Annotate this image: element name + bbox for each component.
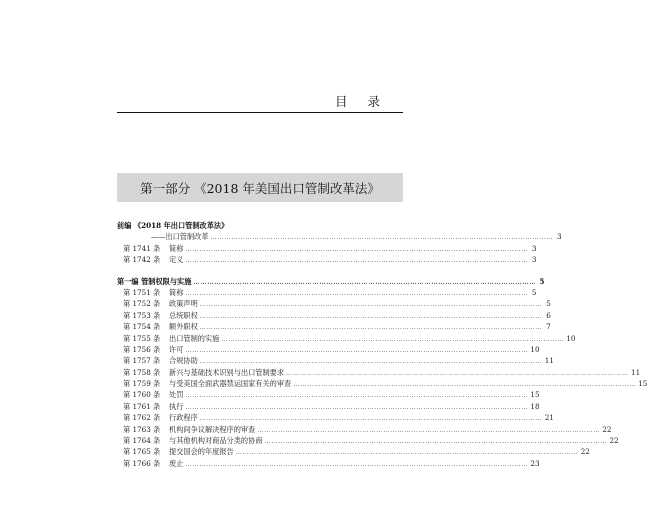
dot-leader: …………………………………………………………………………………………………………………………………: [185, 460, 529, 468]
toc-entry[interactable]: [117, 401, 540, 412]
toc-entry[interactable]: [117, 378, 647, 389]
toc-entry[interactable]: [117, 367, 641, 378]
entry-page: 23: [530, 458, 540, 468]
toc-page-title: 目 录: [335, 94, 388, 109]
entry-page: 10: [566, 333, 576, 343]
toc-entry[interactable]: [117, 287, 537, 298]
toc-entry[interactable]: [117, 389, 540, 400]
entry-number: 第 1758 条: [123, 367, 161, 377]
entry-page: 3: [531, 243, 537, 253]
entry-number: 第 1741 条: [123, 243, 161, 253]
entry-title: 出口管制的实施: [169, 333, 220, 343]
entry-page: 3: [556, 232, 562, 242]
dot-leader: …………………………………………………………………………………………………………………………………: [199, 324, 543, 332]
table-of-contents: [117, 220, 647, 469]
entry-title: 机构间争议解决程序的审查: [169, 424, 256, 434]
toc-entry[interactable]: [117, 231, 562, 242]
dot-leader: …………………………………………………………………………………………………………………………………: [185, 289, 529, 297]
entry-number: 第 1765 条: [123, 447, 161, 457]
entry-title: 与其他机构对商品分类的协商: [169, 436, 263, 446]
section-heading-title: 前编 《2018 年出口管制改革法》: [117, 221, 229, 230]
dot-leader: …………………………………………………………………………………………………………………………………: [286, 369, 630, 377]
toc-entry[interactable]: [117, 243, 537, 254]
entry-title: 与受美国全面武器禁运国家有关的审查: [169, 379, 292, 389]
entry-title: 行政程序: [169, 413, 198, 423]
entry-number: 第 1762 条: [123, 413, 161, 423]
entry-title: 废止: [169, 458, 184, 468]
dot-leader: …………………………………………………………………………………………………………………………………: [221, 335, 565, 343]
dot-leader: …………………………………………………………………………………………………………………………………: [199, 301, 543, 309]
entry-page: 7: [546, 322, 551, 332]
dot-leader: …………………………………………………………………………………………………………………………………: [185, 257, 529, 265]
entry-page: 10: [530, 344, 540, 354]
part-title: 第一部分 《2018 年美国出口管制改革法》: [140, 180, 380, 196]
entry-number: 第 1752 条: [123, 299, 161, 309]
header-divider: [117, 112, 403, 113]
entry-title: 提交国会的年度报告: [169, 447, 234, 457]
dot-leader: …………………………………………………………………………………………………………………………………: [185, 245, 529, 253]
entry-title: ——出口管制改革: [151, 232, 209, 242]
dot-leader: …………………………………………………………………………………………………………………………………: [185, 403, 529, 411]
toc-section-heading[interactable]: [117, 220, 403, 231]
toc-entry[interactable]: [117, 333, 576, 344]
entry-number: 第 1754 条: [123, 322, 161, 332]
toc-entry[interactable]: [117, 424, 612, 435]
dot-leader: …………………………………………………………………………………………………………………………………: [199, 358, 543, 366]
entry-page: 5: [539, 276, 545, 286]
entry-number: 第 1753 条: [123, 310, 161, 320]
entry-number: 第 1764 条: [123, 436, 161, 446]
dot-leader: …………………………………………………………………………………………………………………………………: [199, 415, 543, 423]
entry-page: 6: [546, 310, 551, 320]
toc-entry[interactable]: [117, 310, 551, 321]
entry-page: 22: [580, 447, 590, 457]
entry-number: 第 1759 条: [123, 379, 161, 389]
entry-title: 简称: [169, 243, 184, 253]
entry-number: 第 1756 条: [123, 344, 161, 354]
dot-leader: …………………………………………………………………………………………………………………………………: [193, 278, 537, 286]
entry-number: 第 1766 条: [123, 458, 161, 468]
toc-entry[interactable]: [117, 435, 619, 446]
entry-page: 15: [638, 379, 647, 389]
entry-page: 21: [544, 413, 554, 423]
toc-entry[interactable]: [117, 321, 551, 332]
part-banner: [117, 173, 403, 202]
dot-leader: …………………………………………………………………………………………………………………………………: [293, 381, 637, 389]
entry-number: 第 1761 条: [123, 401, 161, 411]
section-one-entries: [117, 287, 647, 469]
entry-page: 18: [530, 401, 540, 411]
entry-page: 15: [530, 390, 540, 400]
entry-title: 简称: [169, 287, 184, 297]
section-gap: [117, 266, 403, 276]
entry-number: 第 1760 条: [123, 390, 161, 400]
dot-leader: …………………………………………………………………………………………………………………………………: [185, 346, 529, 354]
section-heading-title: 第一编 管制权限与实施: [117, 276, 192, 286]
entry-number: 第 1755 条: [123, 333, 161, 343]
entry-page: 11: [544, 356, 554, 366]
entry-title: 许可: [169, 344, 184, 354]
entry-page: 3: [531, 255, 537, 265]
toc-entry[interactable]: [117, 344, 540, 355]
entry-number: 第 1751 条: [123, 287, 161, 297]
dot-leader: …………………………………………………………………………………………………………………………………: [210, 234, 554, 242]
dot-leader: …………………………………………………………………………………………………………………………………: [199, 312, 543, 320]
entry-number: 第 1757 条: [123, 356, 161, 366]
entry-number: 第 1763 条: [123, 424, 161, 434]
entry-title: 政策声明: [169, 299, 198, 309]
entry-title: 处罚: [169, 390, 184, 400]
entry-page: 5: [546, 299, 551, 309]
entry-title: 额外职权: [169, 322, 198, 332]
entry-page: 22: [609, 436, 619, 446]
toc-entry[interactable]: [117, 254, 537, 265]
toc-entry[interactable]: [117, 412, 554, 423]
entry-title: 新兴与基础技术识别与出口管制要求: [169, 367, 285, 377]
entry-title: 总统职权: [169, 310, 198, 320]
dot-leader: …………………………………………………………………………………………………………………………………: [257, 426, 601, 434]
entry-page: 11: [631, 367, 641, 377]
dot-leader: …………………………………………………………………………………………………………………………………: [264, 438, 608, 446]
entry-title: 定义: [169, 255, 184, 265]
dot-leader: …………………………………………………………………………………………………………………………………: [185, 392, 529, 400]
toc-entry[interactable]: [117, 446, 590, 457]
entry-page: 22: [602, 424, 612, 434]
toc-entry[interactable]: [117, 355, 554, 366]
toc-section-heading[interactable]: [117, 276, 545, 287]
dot-leader: …………………………………………………………………………………………………………………………………: [235, 449, 579, 457]
entry-title: 执行: [169, 401, 184, 411]
entry-number: 第 1742 条: [123, 255, 161, 265]
entry-page: 5: [531, 287, 537, 297]
toc-entry[interactable]: [117, 458, 540, 469]
entry-title: 合规协助: [169, 356, 198, 366]
toc-entry[interactable]: [117, 298, 551, 309]
